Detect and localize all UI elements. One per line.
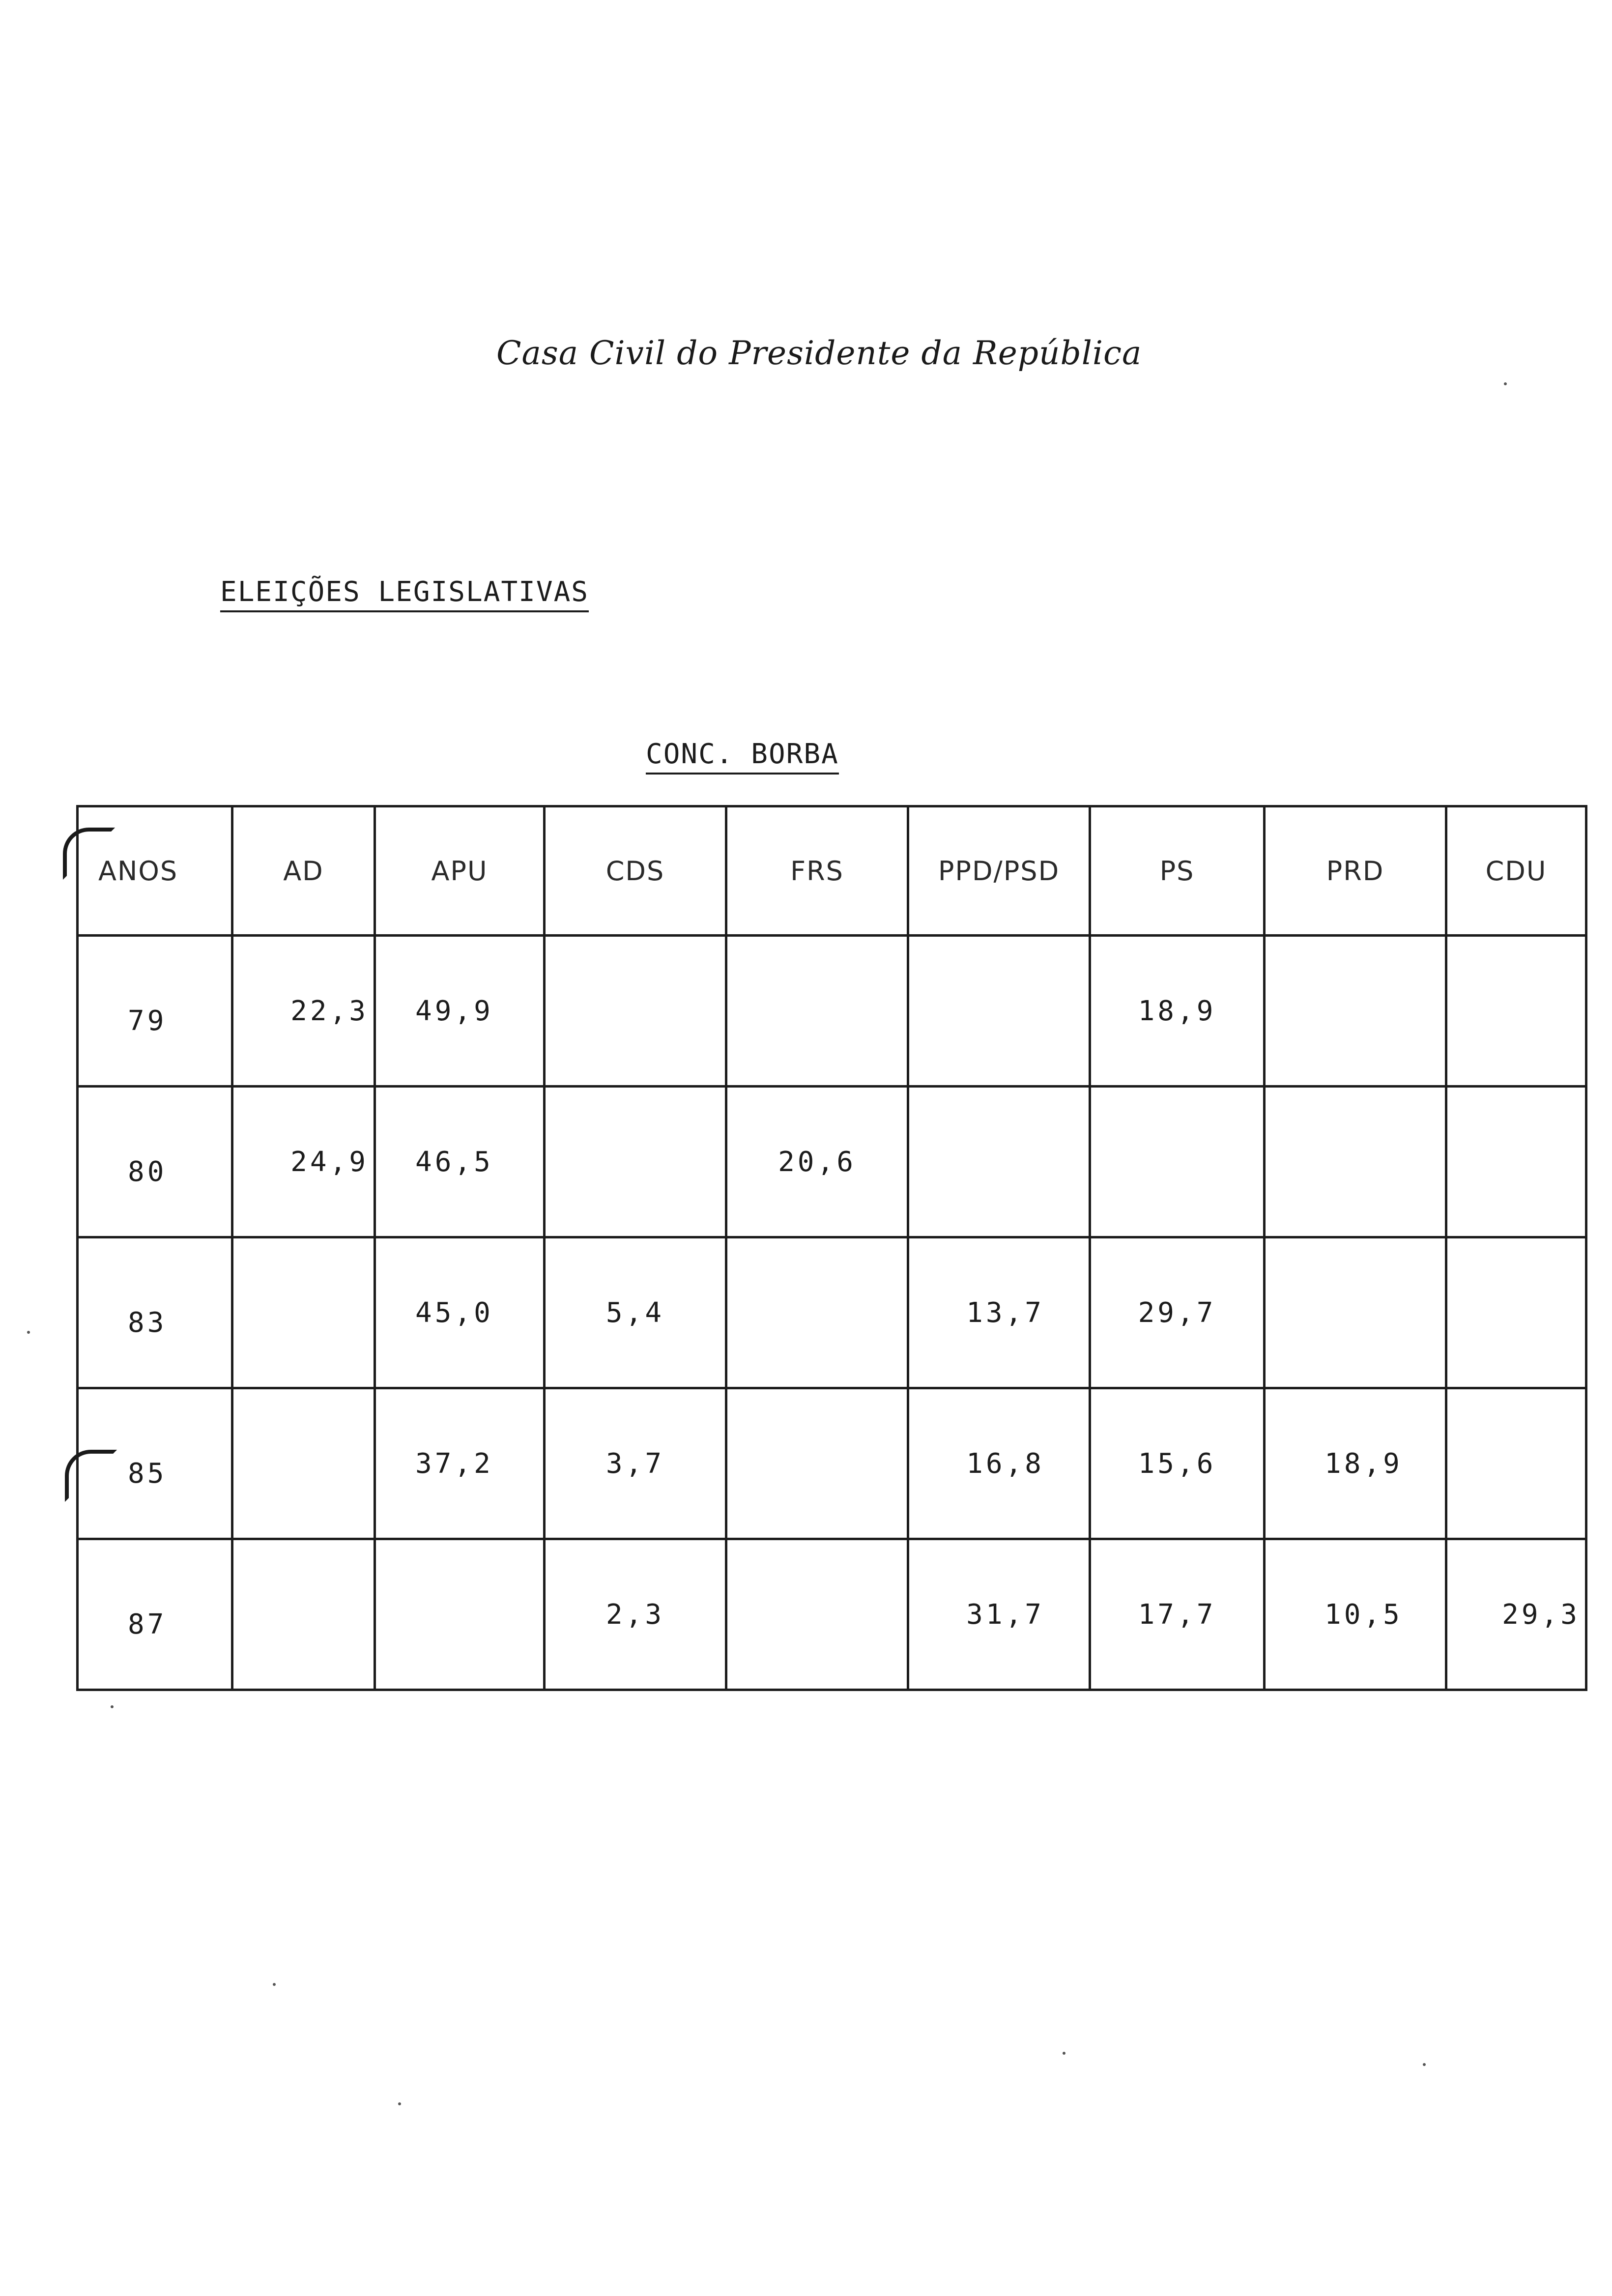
scan-speck — [1063, 2052, 1065, 2055]
ppd-psd-cell — [908, 1087, 1090, 1237]
cds-cell — [545, 936, 726, 1087]
cds-cell — [545, 1087, 726, 1237]
ppd-psd-cell — [908, 936, 1090, 1087]
frs-cell — [726, 1539, 908, 1690]
ps-cell: 17,7 — [1090, 1539, 1265, 1690]
scan-speck — [398, 2102, 401, 2105]
ps-cell — [1090, 1087, 1265, 1237]
column-header: PPD/PSD — [908, 806, 1090, 936]
apu-cell: 49,9 — [375, 936, 545, 1087]
table-row — [78, 1087, 1586, 1237]
column-header: ANOS — [78, 806, 232, 936]
apu-cell — [375, 1539, 545, 1690]
ps-cell: 18,9 — [1090, 936, 1265, 1087]
ad-cell — [232, 1539, 375, 1690]
column-header: PS — [1090, 806, 1265, 936]
prd-cell — [1265, 1237, 1446, 1388]
column-header: APU — [375, 806, 545, 936]
cds-cell: 3,7 — [545, 1388, 726, 1539]
scan-speck — [27, 1331, 30, 1334]
year-cell: 83 — [78, 1237, 232, 1388]
apu-cell: 37,2 — [375, 1388, 545, 1539]
election-results-table — [76, 805, 1587, 1691]
scan-speck — [1423, 2063, 1426, 2066]
ad-cell: 22,3 — [232, 936, 375, 1087]
ad-cell: 24,9 — [232, 1087, 375, 1237]
apu-cell: 46,5 — [375, 1087, 545, 1237]
frs-cell — [726, 1237, 908, 1388]
frs-cell — [726, 936, 908, 1087]
scan-speck — [273, 1983, 276, 1986]
scan-speck — [111, 1705, 114, 1708]
apu-cell: 45,0 — [375, 1237, 545, 1388]
letterhead: Casa Civil do Presidente da República — [496, 334, 1142, 372]
prd-cell: 10,5 — [1265, 1539, 1446, 1690]
ps-cell: 29,7 — [1090, 1237, 1265, 1388]
ppd-psd-cell: 16,8 — [908, 1388, 1090, 1539]
cdu-cell — [1446, 1237, 1586, 1388]
ppd-psd-cell: 31,7 — [908, 1539, 1090, 1690]
column-header: CDS — [545, 806, 726, 936]
prd-cell — [1265, 1087, 1446, 1237]
table-header-row — [78, 806, 1586, 936]
prd-cell — [1265, 936, 1446, 1087]
frs-cell — [726, 1388, 908, 1539]
table-subheading: CONC. BORBA — [646, 738, 839, 775]
cds-cell: 2,3 — [545, 1539, 726, 1690]
cdu-cell — [1446, 1388, 1586, 1539]
year-cell: 79 — [78, 936, 232, 1087]
document-heading: ELEIÇÕES LEGISLATIVAS — [220, 576, 589, 612]
year-cell: 87 — [78, 1539, 232, 1690]
ps-cell: 15,6 — [1090, 1388, 1265, 1539]
cdu-cell — [1446, 936, 1586, 1087]
column-header: CDU — [1446, 806, 1586, 936]
table-row — [78, 1539, 1586, 1690]
year-cell: 80 — [78, 1087, 232, 1237]
cds-cell: 5,4 — [545, 1237, 726, 1388]
scan-speck — [1504, 382, 1507, 385]
frs-cell: 20,6 — [726, 1087, 908, 1237]
ad-cell — [232, 1388, 375, 1539]
cdu-cell — [1446, 1087, 1586, 1237]
ad-cell — [232, 1237, 375, 1388]
column-header: AD — [232, 806, 375, 936]
prd-cell: 18,9 — [1265, 1388, 1446, 1539]
column-header: PRD — [1265, 806, 1446, 936]
cdu-cell: 29,3 — [1446, 1539, 1586, 1690]
year-cell: 85 — [78, 1388, 232, 1539]
column-header: FRS — [726, 806, 908, 936]
table-row — [78, 1237, 1586, 1388]
ppd-psd-cell: 13,7 — [908, 1237, 1090, 1388]
table-row — [78, 936, 1586, 1087]
table-row — [78, 1388, 1586, 1539]
